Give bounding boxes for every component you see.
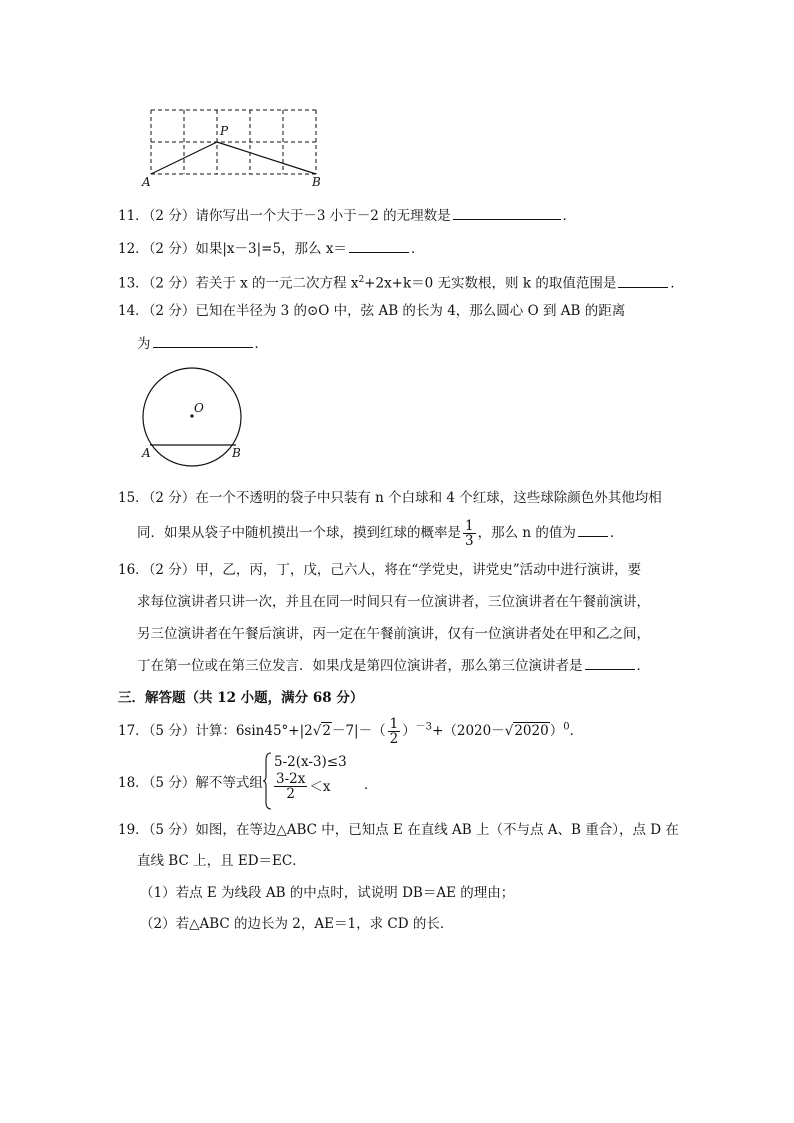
question-16 [118, 560, 641, 580]
question-18 [118, 773, 263, 793]
question-score: （2 分） [148, 275, 196, 292]
question-number: 11． [118, 208, 149, 224]
question-score: （2 分） [148, 208, 196, 224]
answer-blank[interactable] [578, 522, 608, 537]
section-title: 三．解答题（共 12 小题，满分 68 分） [118, 690, 364, 706]
question-number: 15． [118, 490, 149, 506]
question-14 [118, 301, 625, 321]
segment-pb [217, 142, 316, 174]
brace-icon [262, 752, 272, 810]
question-17: 17．（5 分）计算：6sin45°+|2√2－7|－（ $\frac{1}{2}$ ）$^{-3}+(2020-√2020)^0$． [118, 716, 584, 747]
question-11: 11．（2 分）请你写出一个大于－3 小于－2 的无理数是 ． [118, 205, 576, 226]
question-16-line2: 求每位演讲者只讲一次，并且在同一时间只有一位演讲者，三位演讲者在午餐前演讲， [137, 594, 650, 610]
fraction-one-third: $\frac{1}{3}$ [465, 518, 474, 549]
question-19 [118, 820, 679, 840]
question-text: 已知在半径为 3 的⊙O 中，弦 AB 的长为 4，那么圆心 O 到 AB 的距离 [195, 303, 626, 319]
inequality-2: $\frac{3-2x}{2}$ ＜x [276, 771, 331, 802]
inequality-system [274, 752, 347, 801]
question-15-cont: 同．如果从袋子中随机摸出一个球，摸到红球的概率是 $\frac{1}{3}$ ，那么 n 的值为 ． [137, 518, 624, 549]
question-text: 如图，在等边△ABC 中，已知点 E 在直线 AB 上（不与点 A、B 重合），点 D 在 [195, 822, 679, 838]
answer-blank[interactable] [618, 273, 668, 288]
question-16-line4: 丁在第一位或在第三位发言．如果戊是第四位演讲者，那么第三位演讲者是 ． [137, 655, 650, 676]
inequality-1: 5-2(x-3)≤3 [274, 754, 347, 770]
question-score: （2 分） [148, 241, 196, 257]
question-score: （5 分） [148, 822, 196, 838]
question-number: 19． [118, 822, 149, 838]
question-score: （5 分） [148, 775, 196, 791]
point-label-b: B [312, 175, 321, 189]
answer-blank[interactable] [349, 238, 409, 253]
question-text: 如果|x－3|=5，那么 x＝ [195, 241, 347, 257]
point-label-a: A [142, 446, 151, 460]
point-label-p: P [220, 124, 229, 138]
answer-blank[interactable] [453, 205, 561, 220]
question-score: （2 分） [148, 490, 196, 506]
question-score: （2 分） [148, 303, 196, 319]
answer-blank[interactable] [153, 333, 253, 348]
question-text: 甲，乙，丙，丁，戊，己六人，将在“学党史，讲党史”活动中进行演讲，要 [195, 562, 642, 578]
question-number: 17． [118, 723, 149, 739]
question-text: 在一个不透明的袋子中只装有 n 个白球和 4 个红球，这些球除颜色外其他均相 [195, 490, 662, 506]
question-score: （2 分） [148, 562, 196, 578]
question-text: 若关于 x 的一元二次方程 x [195, 275, 359, 292]
question-19-sub1: （1）若点 E 为线段 AB 的中点时，试说明 DB＝AE 的理由； [140, 885, 515, 901]
question-19-sub2: （2）若△ABC 的边长为 2，AE＝1，求 CD 的长． [140, 916, 454, 932]
question-number: 18． [118, 775, 149, 791]
grid-figure [140, 100, 330, 192]
question-15 [118, 488, 662, 508]
question-number: 13． [118, 275, 149, 292]
question-12: 12．（2 分）如果|x－3|=5，那么 x＝ ． [118, 238, 424, 259]
question-13: 13．（2 分）若关于 x 的一元二次方程 $x^2+2x+k=0$ 无实数根，则 k 的取值范围是 ． [118, 270, 684, 294]
question-19-line2: 直线 BC 上，且 ED＝EC． [137, 853, 306, 869]
question-score: （5 分） [148, 723, 196, 739]
point-label-a: A [142, 175, 151, 189]
question-number: 12． [118, 241, 149, 257]
question-text: 请你写出一个大于－3 小于－2 的无理数是 [195, 208, 451, 224]
question-number: 16． [118, 562, 149, 578]
question-text: 解不等式组 [195, 775, 263, 791]
answer-blank[interactable] [585, 655, 635, 670]
fraction-one-half: $\frac{1}{2}$ [389, 716, 399, 747]
point-label-o: O [194, 401, 204, 415]
point-label-b: B [232, 446, 241, 460]
question-16-line3: 另三位演讲者在午餐后演讲，丙一定在午餐前演讲，仅有一位演讲者处在甲和乙之间， [137, 626, 650, 642]
question-number: 14． [118, 303, 149, 319]
question-14-cont: 为 ． [137, 333, 268, 354]
